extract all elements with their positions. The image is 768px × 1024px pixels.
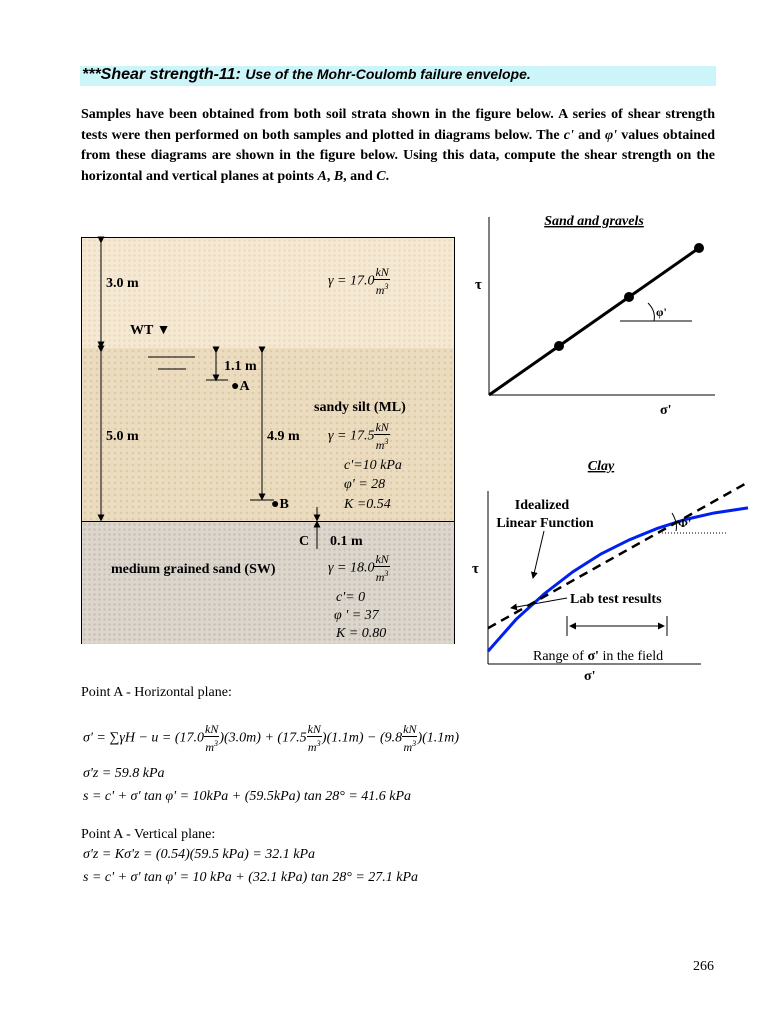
problem-subtitle: Use of the Mohr-Coulomb failure envelope.: [245, 66, 531, 82]
silt-friction-angle: φ' = 28: [344, 477, 386, 492]
clay-chart: [466, 453, 756, 688]
point-a-vertical-eq1: σ'z = Kσ'z = (0.54)(59.5 kPa) = 32.1 kPa: [83, 847, 316, 862]
intro-comma: ,: [326, 168, 334, 184]
sand-gravels-chart: [470, 205, 740, 420]
intro-point-b: B: [333, 168, 344, 184]
intro-point-a: A: [317, 168, 327, 184]
chart1-data-point: [554, 341, 564, 351]
water-table-icon: ▼: [156, 323, 171, 338]
silt-k-value: K =0.54: [344, 497, 391, 512]
sand-cohesion: c'= 0: [336, 590, 366, 605]
chart2-idealized-label-2: Linear Function: [496, 516, 594, 531]
point-b-marker: ●B: [271, 497, 289, 512]
page-number: 266: [693, 959, 714, 974]
intro-end: .: [385, 168, 390, 184]
point-a-horizontal-eq1: σ' = ∑γH − u = (17.0 $\frac{kN}{m^3}$ )(3.0m) + (17.5 $\frac{kN}{m^3}$ )(1.1m) − (9.8 $\frac{kN}{m^3}$ )(1.1m): [83, 722, 460, 754]
chart1-angle-arc: [648, 303, 654, 321]
chart1-y-label: τ: [475, 277, 482, 293]
intro-text-2: values obtained from these diagrams are shown in the figure below. Using this data, compute the shear strength on the horizontal and vertical planes at points: [81, 127, 716, 184]
sand-unit-weight: γ = 18.0 $\frac{kN}{m^3}$: [328, 552, 389, 584]
chart1-angle-label: φ': [656, 305, 667, 319]
chart2-y-label: τ: [472, 561, 479, 577]
intro-and: and: [573, 127, 605, 143]
depth-to-b: 4.9 m: [267, 429, 300, 444]
point-a-horizontal-heading: Point A - Horizontal plane:: [81, 685, 232, 700]
chart2-idealized-label-1: Idealized: [514, 498, 570, 513]
top-unit-weight: [328, 266, 390, 297]
point-a-horizontal-eq3: s = c' + σ' tan φ' = 10kPa + (59.5kPa) tan 28° = 41.6 kPa: [83, 789, 412, 804]
chart2-x-label: σ': [584, 669, 596, 684]
intro-text-1: Samples have been obtained from both soil strata shown in the figure below. A series of shear strength tests were then performed on both samples and plotted in diagrams below. The: [81, 107, 715, 143]
intro-c: c': [563, 127, 574, 143]
problem-number: ***Shear strength-11:: [82, 66, 241, 83]
silt-layer-name: sandy silt (ML): [314, 400, 406, 415]
water-table-label: WT ▼: [130, 323, 171, 338]
point-c-marker: C: [299, 534, 310, 549]
silt-layer-thickness: 5.0 m: [106, 429, 139, 444]
top-layer-thickness: 3.0 m: [106, 276, 139, 291]
point-a-marker: ●A: [231, 379, 250, 394]
sand-friction-angle: φ ' = 37: [334, 608, 379, 623]
chart2-angle-label: Φ': [678, 516, 692, 530]
point-a-horizontal-eq2: σ'z = 59.8 kPa: [83, 766, 165, 781]
intro-phi: φ': [604, 127, 618, 143]
intro-and-2: , and: [343, 168, 377, 184]
chart1-title: Sand and gravels: [544, 214, 644, 229]
chart1-x-label: σ': [660, 403, 672, 418]
intro-point-c: C: [376, 168, 386, 184]
point-a-vertical-heading: Point A - Vertical plane:: [81, 827, 216, 842]
chart1-data-point: [624, 292, 634, 302]
depth-to-c: 0.1 m: [330, 534, 363, 549]
sand-k-value: K = 0.80: [336, 626, 387, 641]
unit-kn-m3: $\frac{kN}{m^3}$: [375, 265, 389, 297]
chart2-idealized-pointer: [533, 531, 544, 578]
chart2-range-label: Range of σ' in the field: [533, 649, 664, 664]
chart1-data-point: [694, 243, 704, 253]
silt-cohesion: c'=10 kPa: [344, 458, 402, 473]
point-a-vertical-eq2: s = c' + σ' tan φ' = 10 kPa + (32.1 kPa) tan 28° = 27.1 kPa: [83, 870, 419, 885]
chart2-lab-label: Lab test results: [570, 592, 662, 607]
sand-layer-name: medium grained sand (SW): [111, 562, 276, 577]
gamma-top: γ = 17.0: [328, 273, 375, 289]
silt-unit-weight: γ = 17.5 $\frac{kN}{m^3}$: [328, 420, 389, 452]
chart2-title: Clay: [587, 459, 615, 474]
depth-to-a: 1.1 m: [224, 359, 257, 374]
